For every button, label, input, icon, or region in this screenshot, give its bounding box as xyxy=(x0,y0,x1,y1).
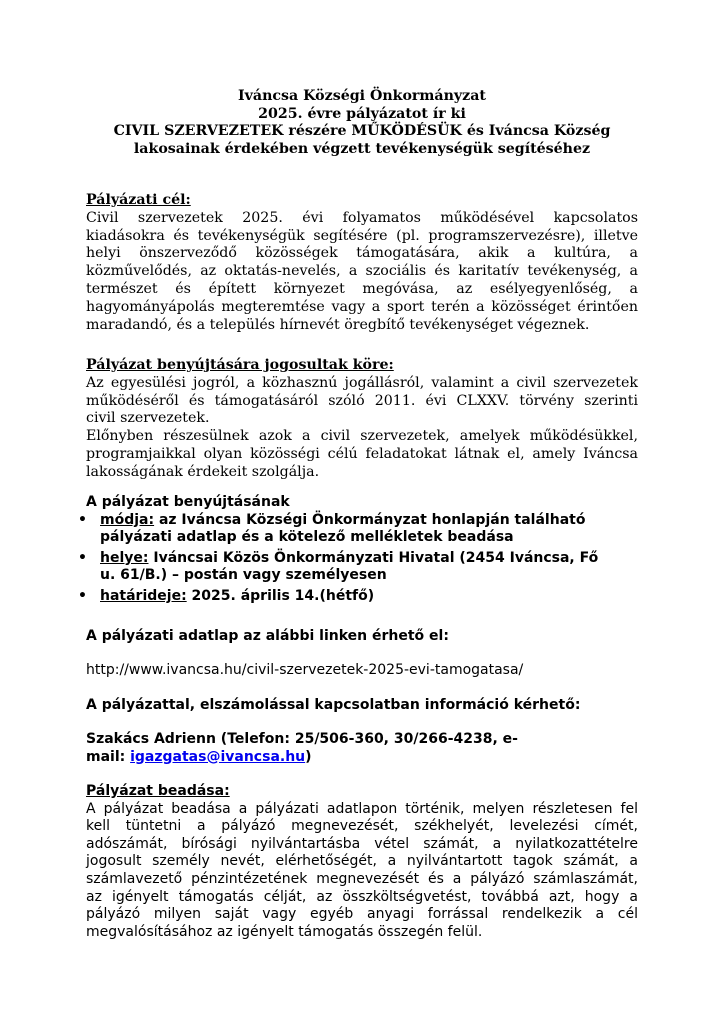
paragraph-line: az igényelt támogatás célját, az összköltségvetést, továbbá azt, hogy a xyxy=(86,888,638,905)
item-label: helye: xyxy=(100,549,149,566)
paragraph-line: megvalósításához az igényelt támogatás összegén felül. xyxy=(86,923,483,940)
section-cel xyxy=(86,192,638,334)
section-heading: Pályázat benyújtására jogosultak köre: xyxy=(86,357,394,373)
paragraph-line: civil szervezetek. xyxy=(86,410,210,427)
bullet-icon: • xyxy=(78,511,87,528)
paragraph-line: kell tüntetni a pályázó megnevezését, székhelyét, levelezési címét, xyxy=(86,818,638,835)
email-link[interactable]: igazgatas@ivancsa.hu xyxy=(130,748,306,765)
paragraph xyxy=(86,210,638,335)
list-item-hatarideje xyxy=(78,587,638,606)
section-jogosultak xyxy=(86,357,638,482)
header-line-3: CIVIL SZERVEZETEK részére MŰKÖDÉSÜK és Iváncsa Község xyxy=(113,123,611,140)
paragraph-line: adószámát, bírósági nyilvántartásba vétel számát, a nyilatkozattételre xyxy=(86,835,638,852)
paragraph xyxy=(86,375,638,482)
paragraph-line: A pályázat beadása a pályázati adatlapon történik, melyen részletesen fel xyxy=(86,800,638,817)
item-text: pályázati adatlap és a kötelező mellékletek beadása xyxy=(100,529,514,546)
paragraph-line: kiadásokra és tevékenységük segítésére (pl. programszervezésre), illetve xyxy=(86,227,638,244)
adatlap-link-label: A pályázati adatlap az alábbi linken érhető el: xyxy=(86,628,449,644)
item-label: módja: xyxy=(100,511,155,528)
section-heading: A pályázat benyújtásának xyxy=(86,494,290,510)
contact-line xyxy=(86,749,638,767)
paragraph-line: Előnyben részesülnek azok a civil szervezetek, amelyek működésükkel, xyxy=(86,428,638,445)
section-heading: Pályázat beadása: xyxy=(86,783,230,799)
section-beadas xyxy=(86,783,638,941)
header-line-1: Iváncsa Községi Önkormányzat xyxy=(238,88,486,104)
item-text: u. 61/B.) – postán vagy személyesen xyxy=(100,567,387,584)
info-label: A pályázattal, elszámolással kapcsolatban információ kérhető: xyxy=(86,697,581,713)
document-header xyxy=(86,88,638,158)
paragraph-line: működéséről és támogatásáról szóló 2011. évi CLXXV. törvény szerinti xyxy=(86,392,638,409)
item-text: 2025. április 14.(hétfő) xyxy=(186,587,375,604)
paragraph-line: pályázó milyen saját vagy egyéb anyagi forrással rendelkezik a cél xyxy=(86,906,638,923)
adatlap-url: http://www.ivancsa.hu/civil-szervezetek-2025-evi-tamogatasa/ xyxy=(86,662,524,678)
paragraph-line: Civil szervezetek 2025. évi folyamatos működésével kapcsolatos xyxy=(86,209,638,226)
header-line-4: lakosainak érdekében végzett tevékenységük segítéséhez xyxy=(133,140,591,157)
paragraph-line: jogosult személy nevét, elérhetőségét, a nyilvántartott tagok számát, a xyxy=(86,853,638,870)
bullet-icon: • xyxy=(78,549,87,566)
paragraph-line: számlavezető pénzintézetének megnevezését és a pályázó számlaszámát, xyxy=(86,870,638,887)
section-heading: Pályázati cél: xyxy=(86,192,191,208)
paragraph-line: helyi önszerveződő közösségek támogatására, akik a kultúra, a xyxy=(86,245,638,262)
item-label: határideje: xyxy=(100,587,187,604)
item-text: Iváncsai Közös Önkormányzati Hivatal (2454 Iváncsa, Fő xyxy=(148,549,599,566)
paragraph-line: természet és épített környezet megóvása, az esélyegyenlőség, a xyxy=(86,280,638,297)
paragraph-line: maradandó, és a település hírnevét öregbítő tevékenységet végeznek. xyxy=(86,316,590,333)
contact-block xyxy=(86,731,638,766)
list-item-modja xyxy=(78,511,638,547)
email-suffix: ) xyxy=(305,748,312,765)
list-item-helye xyxy=(78,549,638,585)
contact-line: Szakács Adrienn (Telefon: 25/506-360, 30/266-4238, e- xyxy=(86,731,518,747)
item-text: az Iváncsa Községi Önkormányzat honlapján található xyxy=(154,511,586,528)
paragraph-line: Az egyesülési jogról, a közhasznú jogállásról, valamint a civil szervezetek xyxy=(86,374,638,391)
paragraph-line: programjaikkal olyan közösségi célú feladatokat látnak el, amely Iváncsa xyxy=(86,445,638,462)
paragraph-line: lakosságának érdekeit szolgálja. xyxy=(86,463,320,480)
email-prefix: mail: xyxy=(86,748,131,765)
paragraph-line: közművelődés, az oktatás-nevelés, a szociális és karitatív tevékenység, a xyxy=(86,263,638,280)
bullet-icon: • xyxy=(78,587,87,604)
header-line-2: 2025. évre pályázatot ír ki xyxy=(258,105,466,122)
paragraph xyxy=(86,801,638,942)
submission-list xyxy=(78,511,638,606)
paragraph-line: hagyományápolás megteremtése vagy a sport terén a közösséget érintően xyxy=(86,298,638,315)
section-benyujtas xyxy=(78,494,638,606)
